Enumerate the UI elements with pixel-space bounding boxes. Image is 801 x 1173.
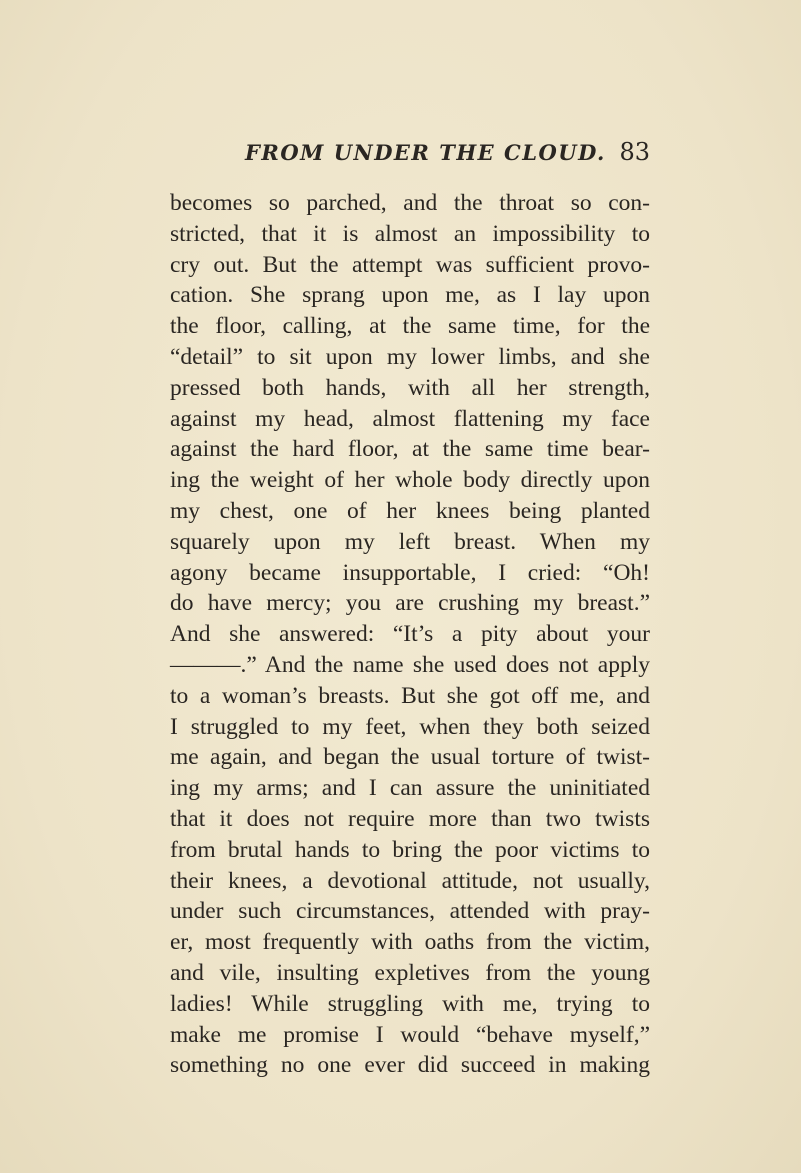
text-line: their knees, a devotional attitude, not usually, <box>170 867 650 894</box>
text-line: agony became insupportable, I cried: “Oh! <box>170 559 650 586</box>
text-line: that it does not require more than two twists <box>170 805 650 832</box>
text-line: the floor, calling, at the same time, for the <box>170 313 650 340</box>
text-line: make me promise I would “behave myself,” <box>170 1021 650 1048</box>
text-line: cry out. But the attempt was sufficient provo- <box>170 251 650 278</box>
text-line: ladies! While struggling with me, trying to <box>170 990 650 1017</box>
page-number: 83 <box>619 138 650 166</box>
text-line: me again, and began the usual torture of twist- <box>170 744 650 771</box>
text-line: against the hard floor, at the same time bear- <box>170 436 650 463</box>
body-text <box>170 188 650 1081</box>
text-line: ing my arms; and I can assure the uninitiated <box>170 775 650 802</box>
text-line: becomes so parched, and the throat so con- <box>170 190 650 216</box>
text-line: against my head, almost flattening my face <box>170 405 650 432</box>
text-line: I struggled to my feet, when they both seized <box>170 713 650 740</box>
text-line: to a woman’s breasts. But she got off me, and <box>170 682 650 709</box>
text-line: stricted, that it is almost an impossibility to <box>170 220 650 247</box>
text-line: And she answered: “It’s a pity about your <box>170 621 650 648</box>
text-line: pressed both hands, with all her strength, <box>170 374 650 401</box>
text-line: ———.” And the name she used does not apply <box>170 651 650 678</box>
text-line: under such circumstances, attended with pray- <box>170 898 650 925</box>
text-line: cation. She sprang upon me, as I lay upon <box>170 282 650 309</box>
text-line: my chest, one of her knees being planted <box>170 497 650 524</box>
text-line: from brutal hands to bring the poor victims to <box>170 836 650 863</box>
text-line: squarely upon my left breast. When my <box>170 528 650 555</box>
running-title: FROM UNDER THE CLOUD. <box>245 140 606 165</box>
text-line: do have mercy; you are crushing my breast.” <box>170 590 650 617</box>
text-line: “detail” to sit upon my lower limbs, and she <box>170 343 650 370</box>
text-line: something no one ever did succeed in making <box>170 1052 650 1079</box>
text-line: er, most frequently with oaths from the victim, <box>170 929 650 956</box>
text-line: ing the weight of her whole body directly upon <box>170 467 650 494</box>
text-line: and vile, insulting expletives from the young <box>170 959 650 986</box>
running-head <box>170 140 650 174</box>
